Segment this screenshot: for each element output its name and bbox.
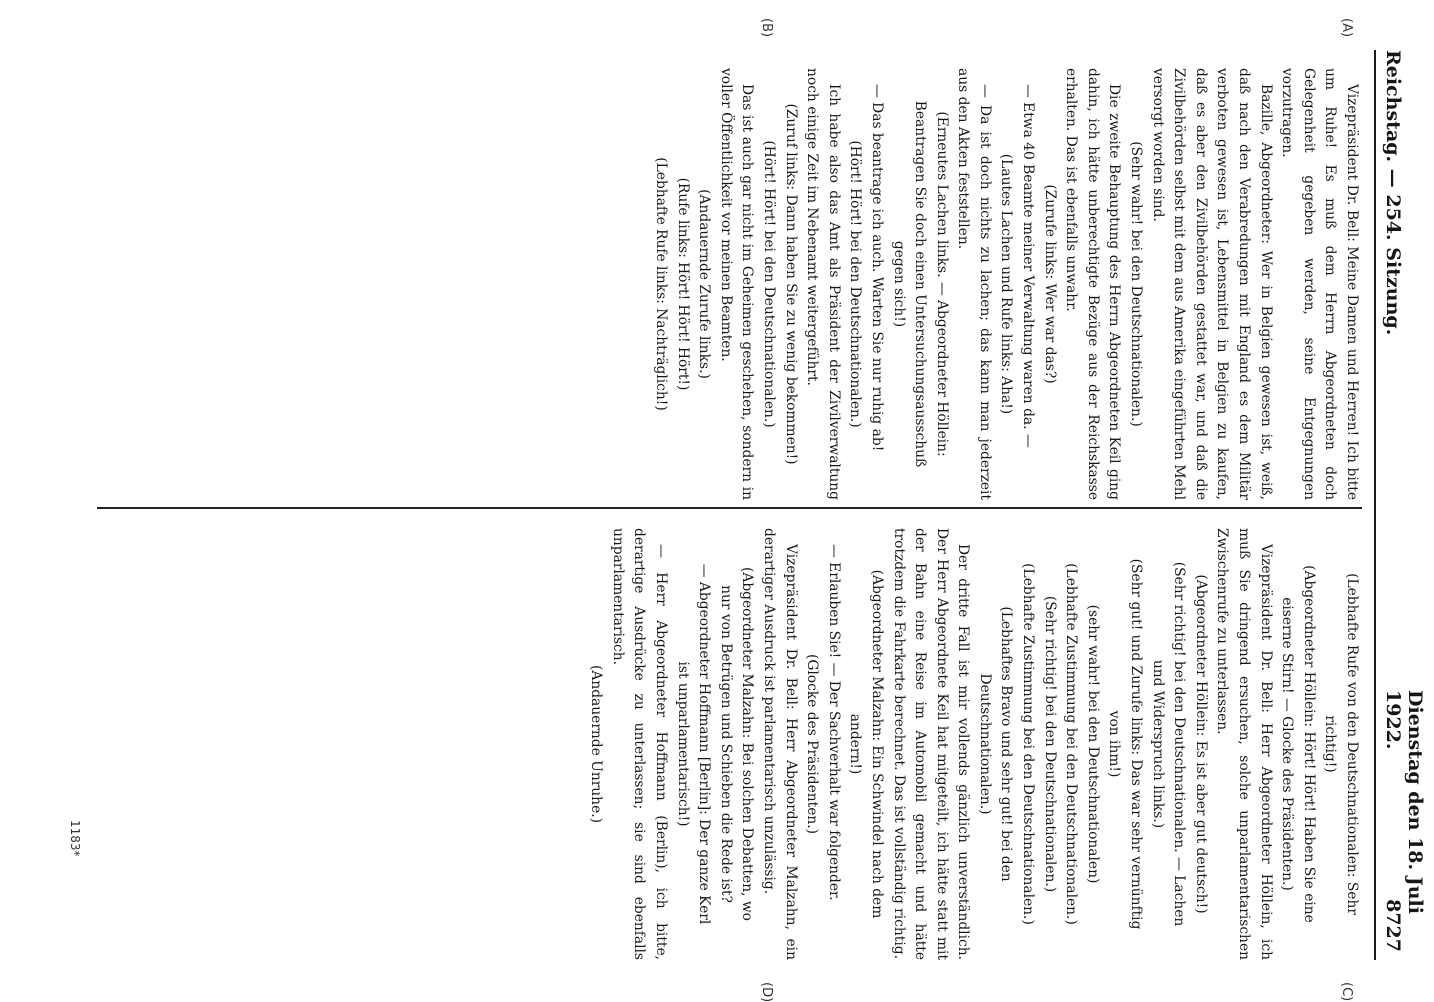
paragraph: Vizepräsident Dr. Bell: Herr Abgeordneter Malzahn, ein derartiger Ausdruck ist parlamentarisch unzulässig. [760, 528, 799, 960]
interjection: — Abgeordneter Hoffmann [Berlin]: Der ganze Kerl ist unparlamentarisch!) [674, 563, 713, 925]
interjection: (Glocke des Präsidenten.) [804, 653, 821, 835]
signature-mark: 1183* [68, 820, 82, 857]
interjection: (Sehr gut! und Zurufe links: Das war sehr vernünftig von ihm!) [1106, 558, 1145, 930]
paragraph: Das ist auch gar nicht im Geheimen geschehen, sondern in voller Öffentlichkeit vor meinen Beamten. [717, 68, 756, 500]
paragraph: Der dritte Fall ist mir vollends gänzlich unverständlich. Der Herr Abgeordnete Keil hat mitgeteilt, ich hätte statt mit der Bahn eine Reise im Automobil gemacht und hätte trotzdem die Fahrkarte berechnet. Das ist vollständig richtig. [890, 528, 972, 960]
paragraph: — Erlauben Sie! — Der Sachverhalt war folgender. [825, 544, 842, 901]
interjection: (Zuruf links: Dann haben Sie zu wenig bekommen!) [782, 103, 799, 465]
interjection: (Abgeordneter Höllein: Es ist aber gut deutsch!) [1192, 574, 1209, 914]
interjection: (Sehr wahr! bei den Deutschnationalen.) [1128, 141, 1145, 427]
interjection: (Andauernde Zurufe links.) [696, 189, 713, 379]
interjection: (Erneutes Lachen links. — Abgeordneter Höllein: Beantragen Sie doch einen Untersuchungsausschuß gegen sich!) [890, 100, 950, 468]
interjection: (Abgeordneter Malzahn: Ein Schwindel nach dem andern!) [847, 569, 885, 919]
column-right [142, 528, 1362, 960]
interjection: (Abgeordneter Höllein: Hört! Hört! Haben Sie eine eiserne Stirn! — Glocke des Präsidenten.) [1279, 565, 1317, 923]
column-left [142, 68, 1362, 500]
interjection: (Rufe links: Hört! Hört! Hört!) [674, 177, 691, 391]
interjection: (Sehr richtig! bei den Deutschnationalen.) [1041, 595, 1058, 893]
paragraph: Bazille, Abgeordneter: Wer in Belgien gewesen ist, weiß, daß nach den Verabredungen mit England es dem Militär verboten gewesen ist, Lebensmittel in Belgien zu kaufen, daß es aber den Zivilbehörden gestattet war, und daß die Zivilbehörden selbst mit dem aus Amerika eingeführten Mehl versorgt worden sind. [1149, 68, 1274, 500]
interjection: (Andauernde Unruhe.) [588, 664, 605, 824]
sigil-d: (D) [759, 982, 774, 1002]
page-header [1374, 50, 1426, 960]
page-number: 8727 [1382, 899, 1404, 952]
paragraph: — Herr Abgeordneter Hoffmann (Berlin), ich bitte, derartige Ausdrücke zu unterlassen; sie sind ebenfalls unparlamentarisch. [609, 528, 669, 960]
interjection: (Lautes Lachen und Rufe links: Aha!) [998, 153, 1015, 415]
sigil-a: (A) [1339, 18, 1354, 38]
interjection: (Lebhaftes Bravo und sehr gut! bei den Deutschnationalen.) [976, 606, 1015, 882]
interjection: (Lebhafte Zustimmung bei den Deutschnationalen.) [1020, 563, 1037, 925]
interjection: (Hört! Hört! bei den Deutschnationalen.) [760, 140, 777, 428]
paragraph: — Etwa 40 Beamte meiner Verwaltung waren da. — [1020, 84, 1037, 448]
interjection: (Lebhafte Zustimmung bei den Deutschnationalen.) [1063, 563, 1080, 925]
interjection: (Hört! Hört! bei den Deutschnationalen.) [847, 140, 864, 428]
paragraph: — Da ist doch nichts zu lachen; das kann man jederzeit aus den Akten feststellen. [955, 68, 993, 500]
paragraph: Vizepräsident Dr. Bell: Meine Damen und Herren! Ich bitte um Ruhe! Es muß dem Herrn Abgeordneten doch Gelegenheit gegeben werden, seine Entgegnungen vorzutragen. [1279, 68, 1360, 500]
sitting-date: Dienstag den 18. Juli 1922. [1382, 690, 1426, 914]
interjection: (Sehr richtig! bei den Deutschnationalen. — Lachen und Widerspruch links.) [1149, 561, 1188, 927]
interjection: (Zurufe links: Wer war das?) [1041, 184, 1058, 384]
paragraph: Die zweite Behauptung des Herrn Abgeordneten Keil ging dahin, ich hätte unberechtigte Bezüge aus der Reichskasse erhalten. Das ist ebenfalls unwahr. [1063, 68, 1123, 500]
sigil-b: (B) [759, 18, 774, 38]
interjection: (Lebhafte Rufe links: Nachträglich!) [653, 157, 669, 411]
interjection: (Lebhafte Rufe von den Deutschnationalen: Sehr richtig!) [1322, 573, 1360, 915]
paragraph: Ich habe also das Amt als Präsident der Zivilverwaltung noch einige Zeit im Nebenamt weitergeführt. [804, 68, 842, 500]
interjection: (Abgeordneter Malzahn: Bei solchen Debatten, wo nur von Betrügen und Schieben die Rede ist? [717, 567, 756, 921]
paragraph: Vizepräsident Dr. Bell: Herr Abgeordneter Höllein, ich muß Sie dringend ersuchen, solche unparlamentarischen Zwischenrufe zu unterlassen. [1214, 528, 1274, 960]
interjection: (sehr wahr! bei den Deutschnationalen) [1084, 604, 1101, 884]
paragraph: — Das beantrage ich auch. Warten Sie nur ruhig ab! [868, 84, 885, 452]
column-divider [97, 507, 1362, 509]
running-head: Reichstag. — 254. Sitzung. [1382, 50, 1404, 336]
sigil-c: (C) [1339, 982, 1354, 1002]
